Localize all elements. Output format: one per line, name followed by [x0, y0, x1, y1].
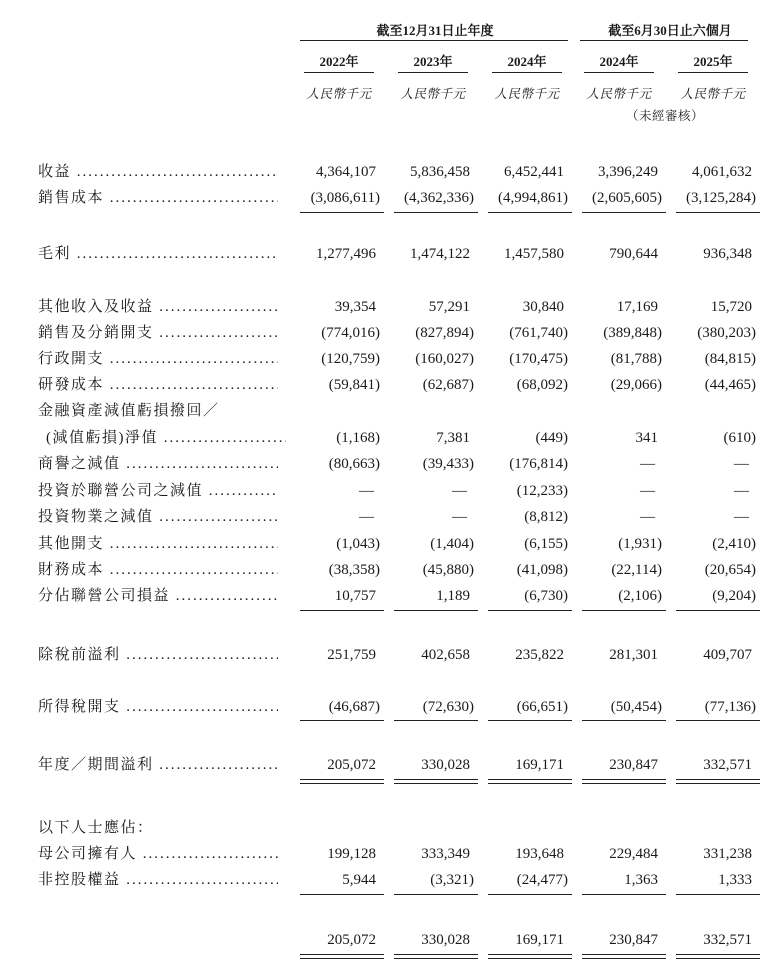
row-label: 母公司擁有人 ..... [38, 842, 278, 866]
cell-2022: (38,358) [328, 562, 380, 578]
cell-2022: 10,757 [334, 588, 376, 604]
row-label: 行政開支 ..... [38, 347, 278, 371]
total-double-rule-2 [394, 779, 478, 784]
subtotal-rule-1 [300, 610, 384, 611]
cell-h2024: (50,454) [610, 699, 662, 715]
cell-2024: (176,814) [509, 456, 568, 472]
cell-h2024: 230,847 [609, 757, 658, 773]
row-other-income [0, 295, 777, 319]
row-label: 財務成本 ..... [38, 558, 278, 582]
cell-h2025: (77,136) [704, 699, 756, 715]
row-label: 銷售成本 ..... [38, 186, 278, 210]
cell-h2025: (84,815) [704, 351, 756, 367]
subtotal-rule-4 [582, 720, 666, 721]
row-label: 以下人士應佔： [38, 820, 154, 836]
year-rule-4 [584, 72, 654, 73]
cell-2022: — [359, 483, 374, 499]
subtotal-rule-3 [488, 720, 572, 721]
cell-h2025: (2,410) [712, 536, 756, 552]
cell-h2025: — [734, 456, 749, 472]
row-label: 其他開支 ..... [38, 532, 278, 556]
cell-2022: — [359, 509, 374, 525]
total-double-rule-3 [488, 779, 572, 784]
cell-h2025: (380,203) [697, 325, 756, 341]
total-double-rule-3 [488, 954, 572, 959]
row-label: (減值虧損)淨值 ..... [46, 426, 286, 450]
cell-h2024: 790,644 [609, 246, 658, 262]
subtotal-rule-1 [300, 720, 384, 721]
unit-label-4: 人民幣千元 [586, 87, 652, 101]
row-label: 所得稅開支 ..... [38, 695, 278, 719]
cell-h2025: (9,204) [712, 588, 756, 604]
row-profit-for-period [0, 753, 777, 777]
total-double-rule-5 [676, 954, 760, 959]
row-goodwill-impairment [0, 452, 777, 476]
cell-2023: 1,189 [436, 588, 470, 604]
subtotal-rule-1 [300, 894, 384, 895]
row-label: 收益 ..... [38, 160, 278, 184]
row-gross-profit [0, 242, 777, 266]
cell-2024: (12,233) [516, 483, 568, 499]
unit-label-3: 人民幣千元 [494, 87, 560, 101]
cell-2023: (1,404) [430, 536, 474, 552]
total-double-rule-5 [676, 779, 760, 784]
unit-label-1: 人民幣千元 [306, 87, 372, 101]
cell-h2025: 409,707 [703, 647, 752, 663]
cell-h2024: (2,106) [618, 588, 662, 604]
cell-2023: (4,362,336) [404, 190, 474, 206]
row-label: 其他收入及收益 ..... [38, 295, 278, 319]
cell-h2025: 15,720 [710, 299, 752, 315]
cell-2024: 1,457,580 [504, 246, 564, 262]
row-non-controlling [0, 868, 777, 892]
cell-2023: (62,687) [422, 377, 474, 393]
cell-2023: (45,880) [422, 562, 474, 578]
subtotal-rule-2 [394, 610, 478, 611]
subtotal-rule-5 [676, 894, 760, 895]
row-rnd-costs [0, 373, 777, 397]
row-owners-of-parent [0, 842, 777, 866]
cell-2023: (3,321) [430, 872, 474, 888]
subtotal-rule-4 [582, 610, 666, 611]
cell-2023: (39,433) [422, 456, 474, 472]
cell-2022: 251,759 [327, 647, 376, 663]
subtotal-rule-2 [394, 894, 478, 895]
row-total-attributable [0, 928, 777, 952]
cell-h2024: (389,848) [603, 325, 662, 341]
cell-h2025: (3,125,284) [686, 190, 756, 206]
row-label: 投資於聯營公司之減值 ..... [38, 479, 278, 503]
row-label: 非控股權益 ..... [38, 868, 278, 892]
cell-2022: (46,687) [328, 699, 380, 715]
total-double-rule-2 [394, 954, 478, 959]
subtotal-rule-1 [300, 212, 384, 213]
year-header-2: 2023年 [413, 54, 453, 69]
group-header-year: 截至12月31日止年度 [376, 23, 494, 38]
year-header-5: 2025年 [693, 54, 733, 69]
cell-h2025: — [734, 483, 749, 499]
subtotal-rule-4 [582, 212, 666, 213]
cell-h2024: 281,301 [609, 647, 658, 663]
row-label: 除稅前溢利 ..... [38, 643, 278, 667]
cell-h2025: 1,333 [718, 872, 752, 888]
subtotal-rule-3 [488, 610, 572, 611]
year-rule-2 [398, 72, 468, 73]
cell-h2024: — [640, 456, 655, 472]
cell-2022: (3,086,611) [310, 190, 380, 206]
cell-2022: 5,944 [342, 872, 376, 888]
row-cost-of-sales [0, 186, 777, 210]
row-other-expenses [0, 532, 777, 556]
row-investment-property-impairment [0, 505, 777, 529]
year-rule-3 [492, 72, 562, 73]
group-header-half-rule [580, 40, 748, 41]
total-double-rule-1 [300, 779, 384, 784]
total-double-rule-4 [582, 954, 666, 959]
year-header-3: 2024年 [507, 54, 547, 69]
group-header-half: 截至6月30日止六個月 [608, 23, 732, 38]
cell-h2025: — [734, 509, 749, 525]
subtotal-rule-2 [394, 720, 478, 721]
row-income-tax [0, 695, 777, 719]
row-label: 年度／期間溢利 ..... [38, 753, 278, 777]
row-label: 商譽之減值 ..... [38, 452, 278, 476]
cell-2023: (827,894) [415, 325, 474, 341]
cell-2022: (1,043) [336, 536, 380, 552]
cell-h2024: 229,484 [609, 846, 658, 862]
cell-h2025: (44,465) [704, 377, 756, 393]
year-rule-5 [678, 72, 748, 73]
cell-h2025: 332,571 [703, 757, 752, 773]
cell-2024: (68,092) [516, 377, 568, 393]
subtotal-rule-5 [676, 720, 760, 721]
total-double-rule-1 [300, 954, 384, 959]
cell-2022: 4,364,107 [316, 164, 376, 180]
cell-2023: (160,027) [415, 351, 474, 367]
unit-label-5: 人民幣千元 [680, 87, 746, 101]
cell-h2024: — [640, 483, 655, 499]
cell-h2024: (22,114) [611, 562, 662, 578]
cell-h2025: 331,238 [703, 846, 752, 862]
row-label: 金融資產減值虧損撥回／ [38, 403, 220, 419]
subtotal-rule-5 [676, 610, 760, 611]
row-impairment-reversal-heading [0, 399, 777, 423]
row-share-of-associates [0, 584, 777, 608]
cell-h2024: — [640, 509, 655, 525]
cell-2023: 7,381 [436, 430, 470, 446]
row-associate-impairment [0, 479, 777, 503]
cell-2023: 5,836,458 [410, 164, 470, 180]
subtotal-rule-3 [488, 212, 572, 213]
year-rule-1 [304, 72, 374, 73]
cell-2023: 330,028 [421, 757, 470, 773]
cell-h2024: (2,605,605) [592, 190, 662, 206]
year-header-4: 2024年 [599, 54, 639, 69]
cell-h2024: 230,847 [609, 932, 658, 948]
cell-2022: (59,841) [328, 377, 380, 393]
cell-2024: (170,475) [509, 351, 568, 367]
cell-2024: 193,648 [515, 846, 564, 862]
row-revenue [0, 160, 777, 184]
cell-2023: 1,474,122 [410, 246, 470, 262]
row-finance-costs [0, 558, 777, 582]
cell-h2025: 332,571 [703, 932, 752, 948]
cell-h2024: 341 [635, 430, 658, 446]
cell-2022: 205,072 [327, 757, 376, 773]
cell-2022: 199,128 [327, 846, 376, 862]
cell-2023: (72,630) [422, 699, 474, 715]
cell-2023: 402,658 [421, 647, 470, 663]
group-header-year-rule [300, 40, 568, 41]
cell-h2024: (1,931) [618, 536, 662, 552]
subtotal-rule-3 [488, 894, 572, 895]
cell-2024: (761,740) [509, 325, 568, 341]
row-selling-expenses [0, 321, 777, 345]
cell-h2024: 1,363 [624, 872, 658, 888]
subtotal-rule-5 [676, 212, 760, 213]
cell-2023: — [452, 483, 467, 499]
cell-2022: (80,663) [328, 456, 380, 472]
cell-h2025: 936,348 [703, 246, 752, 262]
cell-h2024: 17,169 [616, 299, 658, 315]
cell-2024: (8,812) [524, 509, 568, 525]
row-profit-before-tax [0, 643, 777, 667]
cell-2023: — [452, 509, 467, 525]
subtotal-rule-4 [582, 894, 666, 895]
cell-2022: (120,759) [321, 351, 380, 367]
cell-2024: (41,098) [516, 562, 568, 578]
cell-2022: 1,277,496 [316, 246, 376, 262]
cell-h2024: (29,066) [610, 377, 662, 393]
cell-2022: (774,016) [321, 325, 380, 341]
total-double-rule-4 [582, 779, 666, 784]
cell-h2024: 3,396,249 [598, 164, 658, 180]
cell-2024: 6,452,441 [504, 164, 564, 180]
cell-2022: 39,354 [334, 299, 376, 315]
subtotal-rule-2 [394, 212, 478, 213]
cell-2024: (6,730) [524, 588, 568, 604]
cell-2024: (24,477) [516, 872, 568, 888]
unit-label-2: 人民幣千元 [400, 87, 466, 101]
year-header-1: 2022年 [319, 54, 359, 69]
row-label: 分佔聯營公司損益 ..... [38, 584, 278, 608]
cell-2024: 169,171 [515, 932, 564, 948]
cell-2022: (1,168) [336, 430, 380, 446]
cell-2024: (449) [535, 430, 568, 446]
cell-2023: 57,291 [428, 299, 470, 315]
unaudited-note: （未經審核） [626, 109, 705, 123]
row-attributable-heading [0, 816, 777, 840]
cell-2023: 333,349 [421, 846, 470, 862]
row-label: 研發成本 ..... [38, 373, 278, 397]
cell-h2025: (610) [723, 430, 756, 446]
cell-2024: 30,840 [522, 299, 564, 315]
cell-2023: 330,028 [421, 932, 470, 948]
row-label: 投資物業之減值 ..... [38, 505, 278, 529]
cell-2022: 205,072 [327, 932, 376, 948]
cell-h2024: (81,788) [610, 351, 662, 367]
row-impairment-net [0, 426, 777, 450]
row-label: 毛利 ..... [38, 242, 278, 266]
cell-h2025: 4,061,632 [692, 164, 752, 180]
cell-2024: 169,171 [515, 757, 564, 773]
row-label: 銷售及分銷開支 ..... [38, 321, 278, 345]
cell-2024: 235,822 [515, 647, 564, 663]
cell-2024: (6,155) [524, 536, 568, 552]
row-admin-expenses [0, 347, 777, 371]
cell-h2025: (20,654) [704, 562, 756, 578]
cell-2024: (4,994,861) [498, 190, 568, 206]
cell-2024: (66,651) [516, 699, 568, 715]
